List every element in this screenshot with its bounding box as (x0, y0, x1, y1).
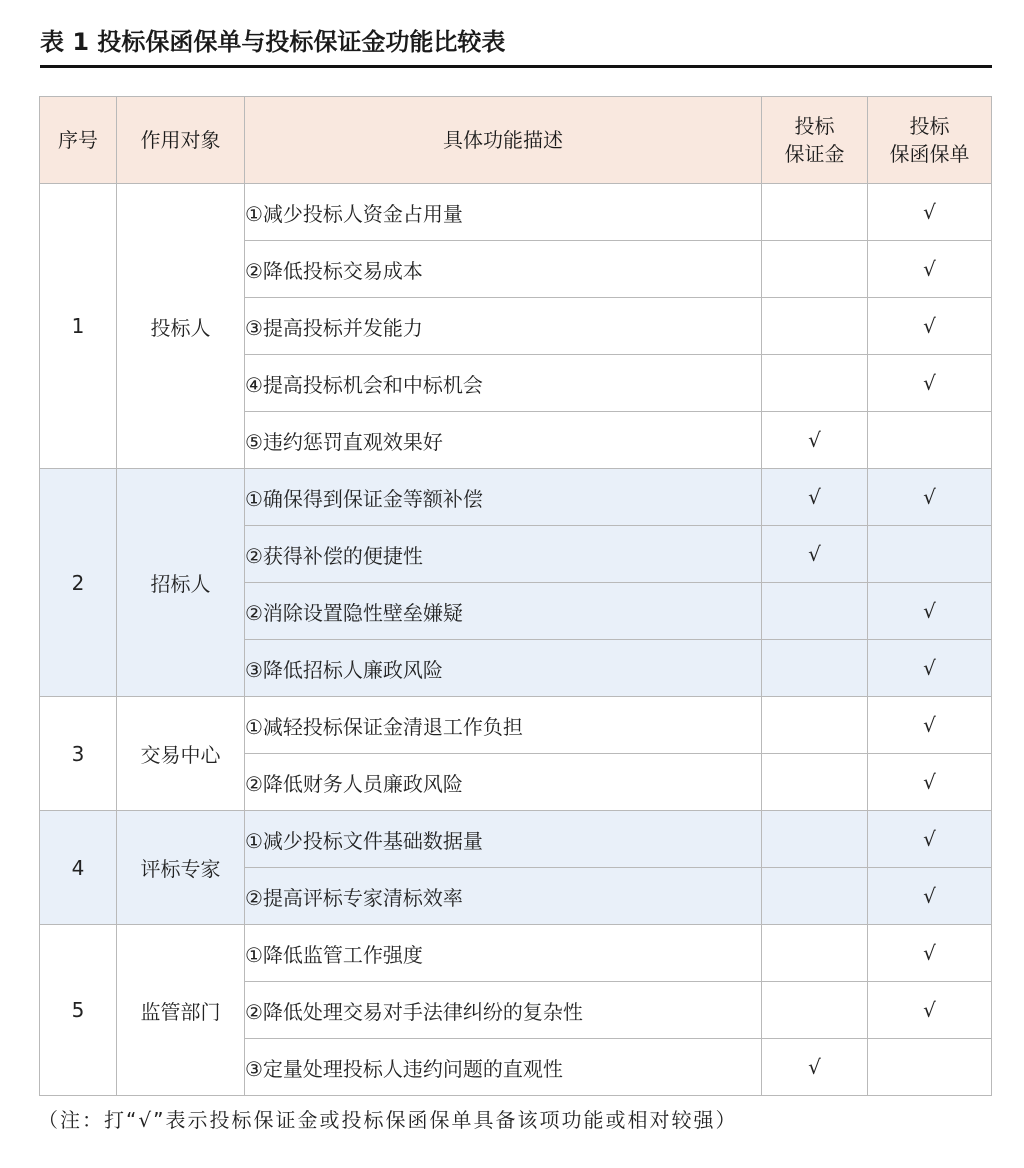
function-desc: ②提高评标专家清标效率 (245, 868, 762, 925)
header-deposit-line2: 保证金 (784, 142, 845, 166)
deposit-check: √ (762, 412, 868, 469)
group-seq: 1 (40, 184, 117, 469)
function-desc: ③提高投标并发能力 (245, 298, 762, 355)
group-target: 评标专家 (117, 811, 245, 925)
group-target: 投标人 (117, 184, 245, 469)
group-seq: 2 (40, 469, 117, 697)
function-desc: ①确保得到保证金等额补偿 (245, 469, 762, 526)
deposit-check: √ (762, 1039, 868, 1096)
guarantee-check: √ (868, 469, 992, 526)
function-desc: ②降低财务人员廉政风险 (245, 754, 762, 811)
deposit-check (762, 583, 868, 640)
function-desc: ②消除设置隐性壁垒嫌疑 (245, 583, 762, 640)
function-desc: ①减少投标人资金占用量 (245, 184, 762, 241)
guarantee-check: √ (868, 298, 992, 355)
guarantee-check: √ (868, 355, 992, 412)
deposit-check (762, 868, 868, 925)
deposit-check (762, 355, 868, 412)
table-row (40, 184, 992, 241)
header-guarantee-line2: 保函保单 (889, 142, 970, 166)
function-desc: ③降低招标人廉政风险 (245, 640, 762, 697)
guarantee-check: √ (868, 754, 992, 811)
guarantee-check: √ (868, 868, 992, 925)
deposit-check (762, 754, 868, 811)
function-desc: ②降低投标交易成本 (245, 241, 762, 298)
deposit-check (762, 982, 868, 1039)
guarantee-check: √ (868, 697, 992, 754)
deposit-check (762, 811, 868, 868)
group-seq: 4 (40, 811, 117, 925)
group-seq: 5 (40, 925, 117, 1096)
deposit-check: √ (762, 526, 868, 583)
table-row (40, 697, 992, 754)
header-desc: 具体功能描述 (245, 97, 762, 184)
table-title: 表 1 投标保函保单与投标保证金功能比较表 (40, 28, 506, 56)
group-target: 交易中心 (117, 697, 245, 811)
footnote: （注：打“√”表示投标保证金或投标保函保单具备该项功能或相对较强） (38, 1108, 738, 1132)
table-row (40, 811, 992, 868)
group-target: 招标人 (117, 469, 245, 697)
header-guarantee-line1: 投标 (909, 114, 950, 138)
deposit-check: √ (762, 469, 868, 526)
deposit-check (762, 184, 868, 241)
table-row (40, 925, 992, 982)
deposit-check (762, 697, 868, 754)
guarantee-check (868, 412, 992, 469)
function-desc: ①降低监管工作强度 (245, 925, 762, 982)
deposit-check (762, 241, 868, 298)
title-divider (40, 65, 992, 68)
function-desc: ③定量处理投标人违约问题的直观性 (245, 1039, 762, 1096)
guarantee-check (868, 526, 992, 583)
group-seq: 3 (40, 697, 117, 811)
guarantee-check: √ (868, 184, 992, 241)
deposit-check (762, 925, 868, 982)
header-seq: 序号 (40, 97, 117, 184)
guarantee-check: √ (868, 241, 992, 298)
header-guarantee (868, 97, 992, 184)
function-desc: ⑤违约惩罚直观效果好 (245, 412, 762, 469)
table-row (40, 469, 992, 526)
comparison-table (39, 96, 992, 1096)
deposit-check (762, 640, 868, 697)
function-desc: ①减轻投标保证金清退工作负担 (245, 697, 762, 754)
header-row (40, 97, 992, 184)
guarantee-check: √ (868, 982, 992, 1039)
guarantee-check: √ (868, 640, 992, 697)
guarantee-check: √ (868, 811, 992, 868)
header-deposit (762, 97, 868, 184)
guarantee-check: √ (868, 583, 992, 640)
table-body (40, 184, 992, 1096)
function-desc: ②获得补偿的便捷性 (245, 526, 762, 583)
header-deposit-line1: 投标 (794, 114, 835, 138)
function-desc: ②降低处理交易对手法律纠纷的复杂性 (245, 982, 762, 1039)
deposit-check (762, 298, 868, 355)
group-target: 监管部门 (117, 925, 245, 1096)
guarantee-check (868, 1039, 992, 1096)
function-desc: ④提高投标机会和中标机会 (245, 355, 762, 412)
guarantee-check: √ (868, 925, 992, 982)
header-target: 作用对象 (117, 97, 245, 184)
function-desc: ①减少投标文件基础数据量 (245, 811, 762, 868)
